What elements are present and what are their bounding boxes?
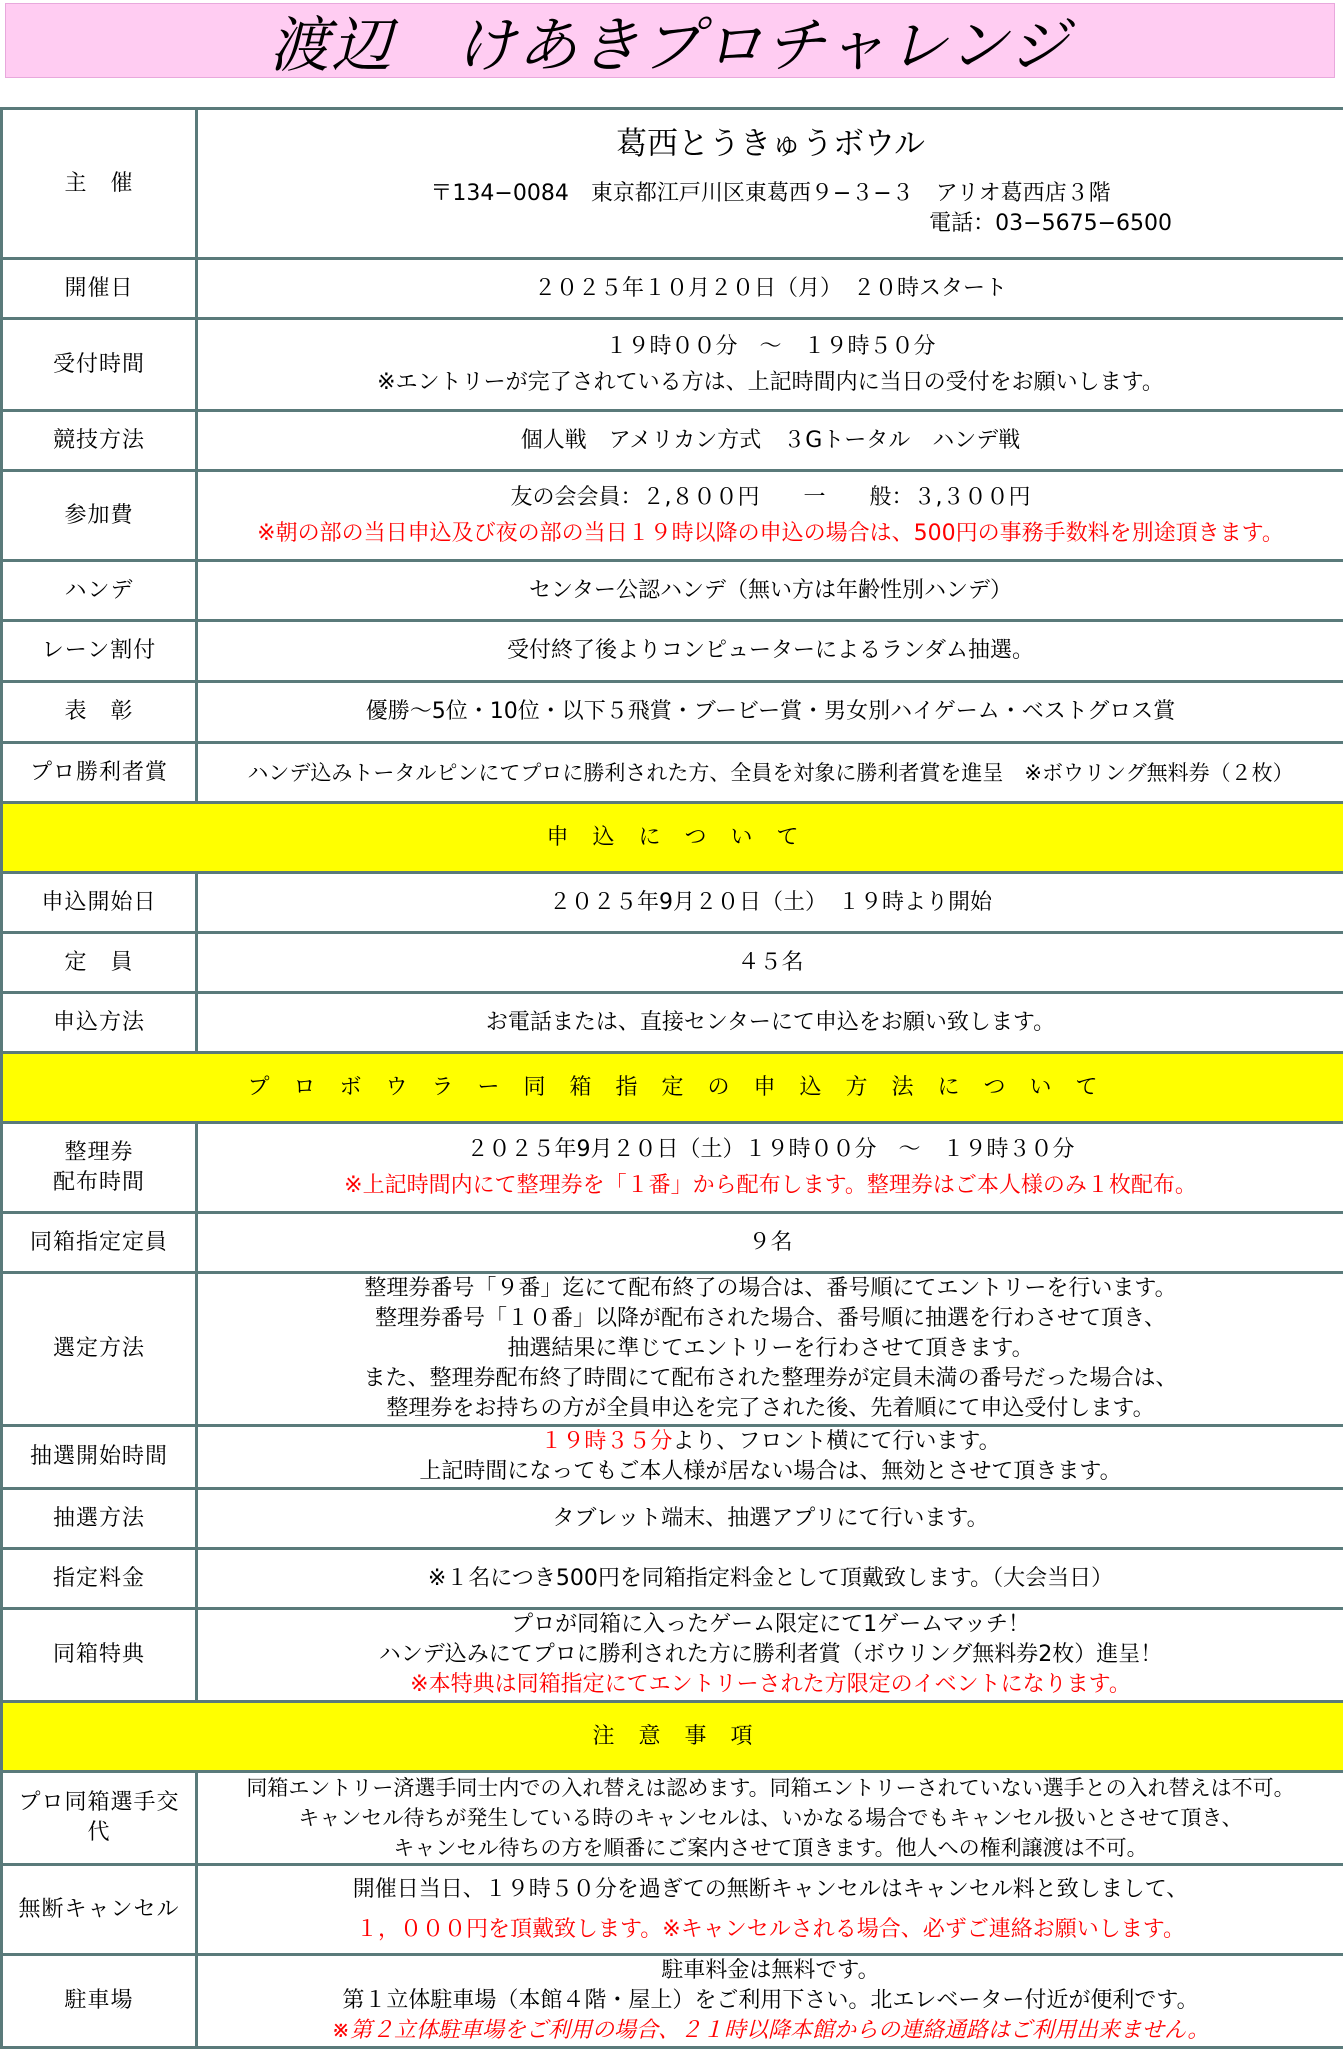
award-label: 表 彰: [2, 682, 197, 743]
selection-line: また、整理券配布終了時間にて配布された整理券が定員未満の番号だった場合は、: [204, 1364, 1337, 1394]
title-banner: [5, 3, 1335, 78]
row-selection: [2, 1273, 1343, 1426]
row-lane: [2, 621, 1343, 682]
application-section-title: 申 込 に つ い て: [2, 803, 1343, 873]
format-label: 競技方法: [2, 411, 197, 471]
row-reception: [2, 319, 1343, 411]
notes-section-title: 注 意 事 項: [2, 1702, 1343, 1772]
app-start-label: 申込開始日: [2, 873, 197, 933]
box-fee-value: ※１名につき500円を同箱指定料金として頂戴致します。（大会当日）: [197, 1549, 1343, 1609]
box-capacity-value: ９名: [197, 1213, 1343, 1273]
ticket-cell: [197, 1123, 1343, 1213]
row-format: [2, 411, 1343, 471]
handicap-value: センター公認ハンデ（無い方は年齢性別ハンデ）: [197, 561, 1343, 621]
selection-label: 選定方法: [2, 1273, 197, 1426]
app-capacity-value: ４５名: [197, 933, 1343, 993]
page-title: 渡辺 けあきプロチャレンジ: [269, 0, 1070, 84]
row-cancel: [2, 1865, 1343, 1955]
row-perk: [2, 1609, 1343, 1702]
swap-label: プロ同箱選手交代: [2, 1772, 197, 1865]
app-start-value: ２０２５年9月２０日（土） １９時より開始: [197, 873, 1343, 933]
host-name: 葛西とうきゅうボウル: [204, 129, 1337, 159]
same-box-section-title: プ ロ ボ ウ ラ ー 同 箱 指 定 の 申 込 方 法 に つ い て: [2, 1053, 1343, 1123]
ticket-label: 整理券 配布時間: [2, 1123, 197, 1213]
row-draw-start: [2, 1426, 1343, 1489]
swap-cell: [197, 1772, 1343, 1865]
box-fee-label: 指定料金: [2, 1549, 197, 1609]
selection-line: 整理券番号「１０番」以降が配布された場合、番号順に抽選を行わさせて頂き、: [204, 1304, 1337, 1334]
swap-line: キャンセル待ちの方を順番にご案内させて頂きます。他人への権利譲渡は不可。: [204, 1833, 1337, 1863]
row-host: [2, 109, 1343, 259]
fee-value: 友の会会員：２,８００円 一 般：３,３００円: [204, 483, 1337, 513]
section-same-box: [2, 1053, 1343, 1123]
perk-note: ※本特典は同箱指定にてエントリーされた方限定のイベントになります。: [204, 1670, 1337, 1700]
perk-cell: [197, 1609, 1343, 1702]
parking-line: 駐車料金は無料です。: [204, 1956, 1337, 1986]
parking-cell: [197, 1955, 1343, 2048]
ticket-value: ２０２５年9月２０日（土）１９時００分 ～ １９時３０分: [204, 1135, 1337, 1165]
host-phone: 電話：03−5675−6500: [204, 209, 1337, 239]
selection-line: 抽選結果に準じてエントリーを行わさせて頂きます。: [204, 1334, 1337, 1364]
row-fee: [2, 471, 1343, 561]
app-method-label: 申込方法: [2, 993, 197, 1053]
app-method-value: お電話または、直接センターにて申込をお願い致します。: [197, 993, 1343, 1053]
pro-win-value: ハンデ込みトータルピンにてプロに勝利された方、全員を対象に勝利者賞を進呈 ※ボウリング無料券（２枚）: [197, 743, 1343, 803]
selection-line: 整理券をお持ちの方が全員申込を完了された後、先着順にて申込受付します。: [204, 1394, 1337, 1424]
date-value: ２０２５年１０月２０日（月） ２０時スタート: [197, 259, 1343, 319]
parking-note: ※第２立体駐車場をご利用の場合、２１時以降本館からの連絡通路はご利用出来ません。: [204, 2016, 1337, 2046]
selection-line: 整理券番号「９番」迄にて配布終了の場合は、番号順にてエントリーを行います。: [204, 1274, 1337, 1304]
row-box-capacity: [2, 1213, 1343, 1273]
draw-start-rest: より、フロント横にて行います。: [672, 1429, 1000, 1454]
draw-start-cell: [197, 1426, 1343, 1489]
row-swap: [2, 1772, 1343, 1865]
cancel-cell: [197, 1865, 1343, 1955]
swap-line: キャンセル待ちが発生している時のキャンセルは、いかなる場合でもキャンセル扱いとさせて頂き、: [204, 1803, 1337, 1833]
pro-win-label: プロ勝利者賞: [2, 743, 197, 803]
row-pro-win: [2, 743, 1343, 803]
cancel-line: 開催日当日、１９時５０分を過ぎての無断キャンセルはキャンセル料と致しまして、: [204, 1875, 1337, 1905]
reception-time: １９時００分 ～ １９時５０分: [204, 332, 1337, 362]
cancel-note: １，０００円を頂戴致します。※キャンセルされる場合、必ずご連絡お願いします。: [204, 1915, 1337, 1945]
date-label: 開催日: [2, 259, 197, 319]
lane-label: レーン割付: [2, 621, 197, 682]
draw-start-line: [204, 1427, 1337, 1457]
parking-label: 駐車場: [2, 1955, 197, 2048]
box-capacity-label: 同箱指定定員: [2, 1213, 197, 1273]
perk-label: 同箱特典: [2, 1609, 197, 1702]
perk-line: プロが同箱に入ったゲーム限定にて1ゲームマッチ！: [204, 1610, 1337, 1640]
event-info-table: [0, 107, 1343, 2049]
row-award: [2, 682, 1343, 743]
perk-line: ハンデ込みにてプロに勝利された方に勝利者賞（ボウリング無料券2枚）進呈！: [204, 1640, 1337, 1670]
selection-cell: [197, 1273, 1343, 1426]
fee-cell: [197, 471, 1343, 561]
app-capacity-label: 定 員: [2, 933, 197, 993]
format-value: 個人戦 アメリカン方式 ３Gトータル ハンデ戦: [197, 411, 1343, 471]
handicap-label: ハンデ: [2, 561, 197, 621]
host-label: 主 催: [2, 109, 197, 259]
row-app-start: [2, 873, 1343, 933]
draw-method-label: 抽選方法: [2, 1489, 197, 1549]
ticket-note: ※上記時間内にて整理券を「１番」から配布します。整理券はご本人様のみ１枚配布。: [204, 1171, 1337, 1201]
lane-value: 受付終了後よりコンピューターによるランダム抽選。: [197, 621, 1343, 682]
swap-line: 同箱エントリー済選手同士内での入れ替えは認めます。同箱エントリーされていない選手との入れ替えは不可。: [204, 1773, 1337, 1803]
section-application: [2, 803, 1343, 873]
row-draw-method: [2, 1489, 1343, 1549]
draw-start-time: １９時３５分: [540, 1429, 672, 1454]
row-handicap: [2, 561, 1343, 621]
host-address: 〒134−0084 東京都江戸川区東葛西９−３−３ アリオ葛西店３階: [204, 179, 1337, 209]
reception-note: ※エントリーが完了されている方は、上記時間内に当日の受付をお願いします。: [204, 368, 1337, 398]
row-ticket: [2, 1123, 1343, 1213]
row-date: [2, 259, 1343, 319]
section-notes: [2, 1702, 1343, 1772]
cancel-label: 無断キャンセル: [2, 1865, 197, 1955]
draw-start-note: 上記時間になってもご本人様が居ない場合は、無効とさせて頂きます。: [204, 1457, 1337, 1487]
fee-label: 参加費: [2, 471, 197, 561]
draw-method-value: タブレット端末、抽選アプリにて行います。: [197, 1489, 1343, 1549]
fee-note: ※朝の部の当日申込及び夜の部の当日１９時以降の申込の場合は、500円の事務手数料を別途頂きます。: [204, 519, 1337, 549]
row-box-fee: [2, 1549, 1343, 1609]
reception-label: 受付時間: [2, 319, 197, 411]
row-parking: [2, 1955, 1343, 2048]
draw-start-label: 抽選開始時間: [2, 1426, 197, 1489]
parking-line: 第１立体駐車場（本館４階・屋上）をご利用下さい。北エレベーター付近が便利です。: [204, 1986, 1337, 2016]
reception-cell: [197, 319, 1343, 411]
award-value: 優勝～5位・10位・以下５飛賞・ブービー賞・男女別ハイゲーム・ベストグロス賞: [197, 682, 1343, 743]
host-cell: [197, 109, 1343, 259]
row-app-method: [2, 993, 1343, 1053]
row-app-capacity: [2, 933, 1343, 993]
